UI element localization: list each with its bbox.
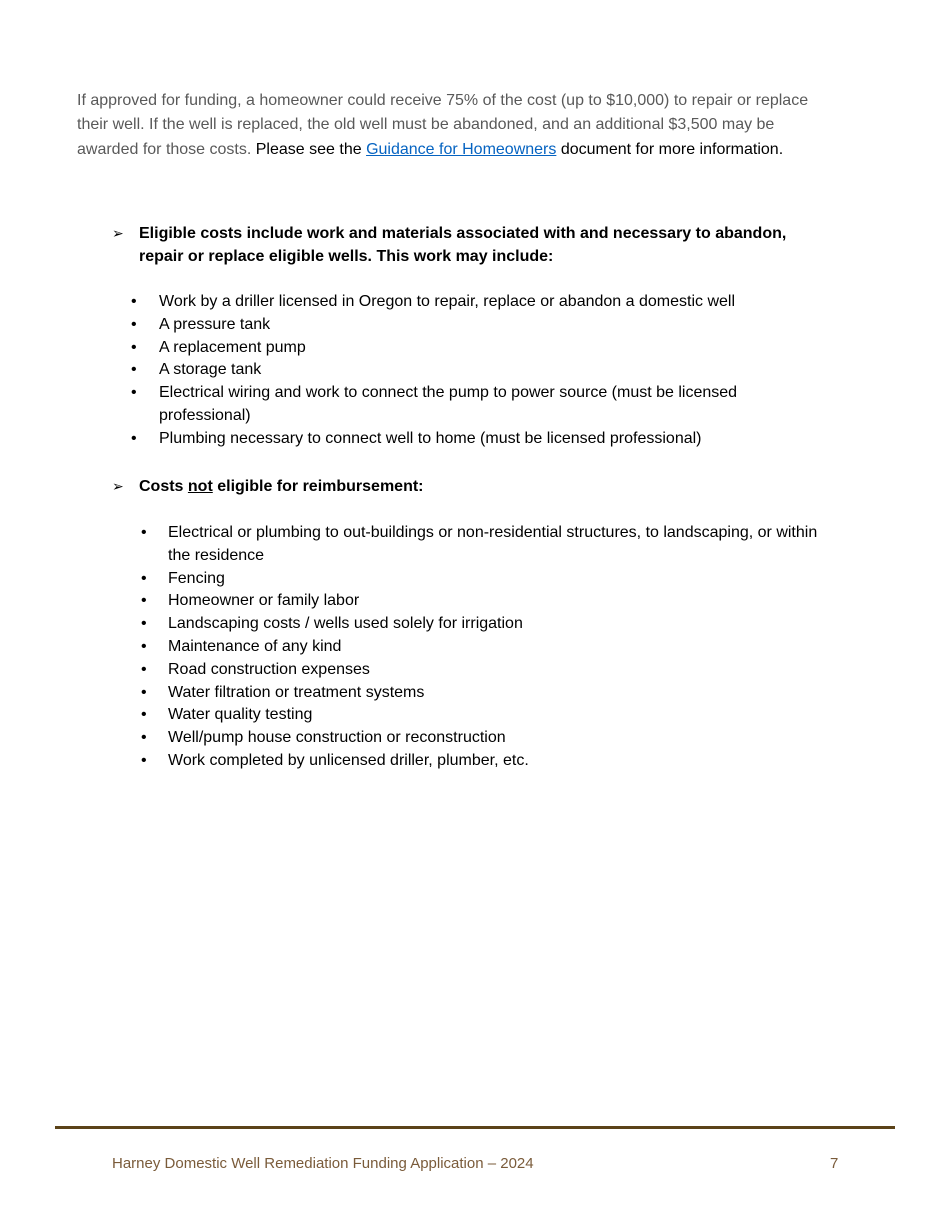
list-item: • Homeowner or family labor [141,590,821,613]
list-item: • Water quality testing [141,704,821,727]
eligible-heading [112,222,812,268]
bullet-icon: • [131,293,137,310]
list-item: • Plumbing necessary to connect well to home (must be licensed professional) [131,428,811,451]
bullet-icon: • [141,592,147,610]
list-item: • A pressure tank [131,314,811,337]
list-item: • A replacement pump [131,337,811,360]
bullet-icon: • [141,524,147,541]
not-eligible-heading-text: Costs not eligible for reimbursement: [139,478,424,495]
guidance-link[interactable]: Guidance for Homeowners [366,140,557,158]
bullet-icon: • [141,660,147,678]
eligible-list [131,291,811,451]
list-item: • Well/pump house construction or reconstruction [141,727,821,750]
list-item: • Landscaping costs / wells used solely for irrigation [141,613,821,636]
intro-post-link: document for more information. [556,140,784,158]
list-item: • Work by a driller licensed in Oregon to repair, replace or abandon a domestic well [131,291,811,314]
list-item: • Road construction expenses [141,659,821,682]
footer-divider [55,1126,895,1129]
list-item: • Electrical or plumbing to out-buildings or non-residential structures, to landscaping, or within the residence [141,524,818,564]
bullet-icon: • [141,637,147,655]
bullet-icon: • [141,751,147,769]
footer-title: Harney Domestic Well Remediation Funding Application – 2024 [112,1155,534,1172]
intro-paragraph [77,89,837,162]
list-item: • Electrical wiring and work to connect the pump to power source (must be licensed professional) [131,384,738,424]
bullet-icon: • [131,361,137,379]
eligible-heading-text: Eligible costs include work and materials associated with and necessary to abandon, repair or replace eligible wells. This work may include: [139,225,787,265]
bullet-icon: • [131,338,137,356]
list-item: • Maintenance of any kind [141,636,821,659]
intro-pre-link: Please see the [251,140,367,158]
intro-funding-text: If approved for funding, a homeowner could receive 75% of the cost (up to $10,000) to repair or replace their well. If the well is replaced, the old well must be abandoned, and an additional $3,500 may be awarded for those costs. [77,92,809,158]
not-eligible-heading [112,475,812,498]
bullet-icon: • [141,569,147,587]
bullet-icon: • [141,706,147,724]
bullet-icon: • [141,683,147,701]
list-item: • Fencing [141,568,821,591]
list-item: • Water filtration or treatment systems [141,682,821,705]
bullet-icon: • [131,384,137,402]
list-item: • Work completed by unlicensed driller, plumber, etc. [141,750,821,773]
arrow-bullet-icon: ➢ [112,478,124,494]
page-number: 7 [830,1155,839,1172]
bullet-icon: • [141,729,147,747]
not-eligible-list [141,522,821,773]
bullet-icon: • [141,615,147,633]
arrow-bullet-icon: ➢ [112,225,124,241]
bullet-icon: • [131,429,137,447]
bullet-icon: • [131,315,137,333]
list-item: • A storage tank [131,359,811,382]
